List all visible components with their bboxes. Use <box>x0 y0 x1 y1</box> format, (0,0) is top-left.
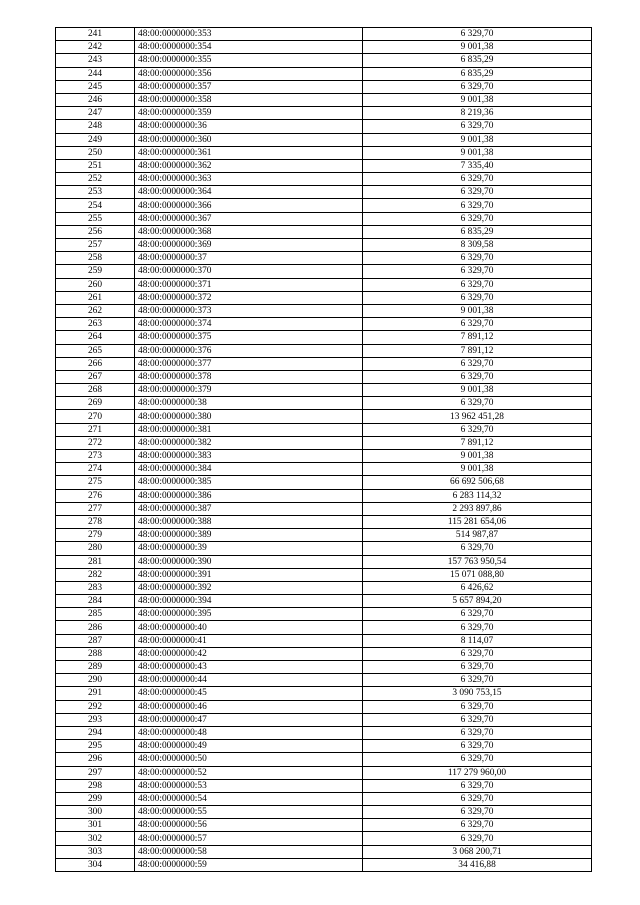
row-number-cell: 300 <box>56 806 135 819</box>
cadastral-number-cell: 48:00:0000000:389 <box>135 529 363 542</box>
row-number-cell: 241 <box>56 28 135 41</box>
table-row <box>56 423 592 436</box>
row-number-cell: 288 <box>56 647 135 660</box>
row-number-cell: 254 <box>56 199 135 212</box>
cadastral-number-cell: 48:00:0000000:43 <box>135 661 363 674</box>
row-number-cell: 263 <box>56 318 135 331</box>
cadastral-number-cell: 48:00:0000000:359 <box>135 107 363 120</box>
cadastral-number-cell: 48:00:0000000:57 <box>135 832 363 845</box>
cadastral-number-cell: 48:00:0000000:56 <box>135 819 363 832</box>
cadastral-number-cell: 48:00:0000000:38 <box>135 397 363 410</box>
row-number-cell: 278 <box>56 515 135 528</box>
row-number-cell: 293 <box>56 713 135 726</box>
table-row <box>56 304 592 317</box>
value-cell: 6 329,70 <box>363 726 592 739</box>
cadastral-number-cell: 48:00:0000000:386 <box>135 489 363 502</box>
table-row <box>56 173 592 186</box>
table-row <box>56 384 592 397</box>
table-row <box>56 463 592 476</box>
table-row <box>56 476 592 489</box>
value-cell: 6 329,70 <box>363 792 592 805</box>
row-number-cell: 267 <box>56 370 135 383</box>
table-row <box>56 93 592 106</box>
table-row <box>56 568 592 581</box>
cadastral-number-cell: 48:00:0000000:40 <box>135 621 363 634</box>
table-row <box>56 792 592 805</box>
row-number-cell: 302 <box>56 832 135 845</box>
value-cell: 6 835,29 <box>363 67 592 80</box>
table-row <box>56 357 592 370</box>
value-cell: 6 329,70 <box>363 212 592 225</box>
cadastral-number-cell: 48:00:0000000:46 <box>135 700 363 713</box>
table-row <box>56 199 592 212</box>
table-row <box>56 278 592 291</box>
row-number-cell: 257 <box>56 239 135 252</box>
cadastral-number-cell: 48:00:0000000:373 <box>135 304 363 317</box>
value-cell: 6 329,70 <box>363 80 592 93</box>
row-number-cell: 261 <box>56 291 135 304</box>
row-number-cell: 303 <box>56 845 135 858</box>
table-row <box>56 621 592 634</box>
value-cell: 6 329,70 <box>363 423 592 436</box>
cadastral-number-cell: 48:00:0000000:358 <box>135 93 363 106</box>
cadastral-number-cell: 48:00:0000000:47 <box>135 713 363 726</box>
value-cell: 117 279 960,00 <box>363 766 592 779</box>
row-number-cell: 294 <box>56 726 135 739</box>
value-cell: 9 001,38 <box>363 304 592 317</box>
cadastral-number-cell: 48:00:0000000:49 <box>135 740 363 753</box>
row-number-cell: 247 <box>56 107 135 120</box>
cadastral-number-cell: 48:00:0000000:357 <box>135 80 363 93</box>
row-number-cell: 296 <box>56 753 135 766</box>
row-number-cell: 277 <box>56 502 135 515</box>
cadastral-number-cell: 48:00:0000000:54 <box>135 792 363 805</box>
row-number-cell: 291 <box>56 687 135 700</box>
cadastral-number-cell: 48:00:0000000:36 <box>135 120 363 133</box>
cadastral-number-cell: 48:00:0000000:390 <box>135 555 363 568</box>
row-number-cell: 266 <box>56 357 135 370</box>
row-number-cell: 249 <box>56 133 135 146</box>
cadastral-number-cell: 48:00:0000000:372 <box>135 291 363 304</box>
value-cell: 6 329,70 <box>363 278 592 291</box>
table-row <box>56 740 592 753</box>
table-row <box>56 515 592 528</box>
row-number-cell: 289 <box>56 661 135 674</box>
row-number-cell: 271 <box>56 423 135 436</box>
value-cell: 6 329,70 <box>363 28 592 41</box>
row-number-cell: 286 <box>56 621 135 634</box>
cadastral-number-cell: 48:00:0000000:37 <box>135 252 363 265</box>
row-number-cell: 274 <box>56 463 135 476</box>
cadastral-number-cell: 48:00:0000000:377 <box>135 357 363 370</box>
row-number-cell: 272 <box>56 436 135 449</box>
row-number-cell: 284 <box>56 595 135 608</box>
cadastral-number-cell: 48:00:0000000:45 <box>135 687 363 700</box>
cadastral-number-cell: 48:00:0000000:55 <box>135 806 363 819</box>
cadastral-number-cell: 48:00:0000000:361 <box>135 146 363 159</box>
cadastral-number-cell: 48:00:0000000:379 <box>135 384 363 397</box>
value-cell: 9 001,38 <box>363 133 592 146</box>
table-row <box>56 595 592 608</box>
table-row <box>56 54 592 67</box>
table-row <box>56 291 592 304</box>
table-row <box>56 832 592 845</box>
cadastral-number-cell: 48:00:0000000:362 <box>135 159 363 172</box>
row-number-cell: 287 <box>56 634 135 647</box>
cadastral-number-cell: 48:00:0000000:363 <box>135 173 363 186</box>
value-cell: 15 071 088,80 <box>363 568 592 581</box>
cadastral-number-cell: 48:00:0000000:394 <box>135 595 363 608</box>
value-cell: 66 692 506,68 <box>363 476 592 489</box>
row-number-cell: 251 <box>56 159 135 172</box>
value-cell: 8 219,36 <box>363 107 592 120</box>
cadastral-number-cell: 48:00:0000000:41 <box>135 634 363 647</box>
value-cell: 6 329,70 <box>363 621 592 634</box>
cadastral-number-cell: 48:00:0000000:354 <box>135 41 363 54</box>
value-cell: 6 329,70 <box>363 661 592 674</box>
cadastral-number-cell: 48:00:0000000:385 <box>135 476 363 489</box>
table-row <box>56 753 592 766</box>
table-row <box>56 700 592 713</box>
table-row <box>56 397 592 410</box>
cadastral-number-cell: 48:00:0000000:356 <box>135 67 363 80</box>
row-number-cell: 262 <box>56 304 135 317</box>
value-cell: 7 335,40 <box>363 159 592 172</box>
table-row <box>56 239 592 252</box>
value-cell: 6 835,29 <box>363 54 592 67</box>
value-cell: 3 090 753,15 <box>363 687 592 700</box>
cadastral-number-cell: 48:00:0000000:44 <box>135 674 363 687</box>
value-cell: 6 329,70 <box>363 291 592 304</box>
row-number-cell: 295 <box>56 740 135 753</box>
row-number-cell: 268 <box>56 384 135 397</box>
table-row <box>56 529 592 542</box>
row-number-cell: 264 <box>56 331 135 344</box>
cadastral-number-cell: 48:00:0000000:370 <box>135 265 363 278</box>
table-row <box>56 410 592 423</box>
value-cell: 6 329,70 <box>363 647 592 660</box>
cadastral-number-cell: 48:00:0000000:392 <box>135 581 363 594</box>
cadastral-number-cell: 48:00:0000000:387 <box>135 502 363 515</box>
table-row <box>56 806 592 819</box>
cadastral-number-cell: 48:00:0000000:42 <box>135 647 363 660</box>
row-number-cell: 243 <box>56 54 135 67</box>
cadastral-number-cell: 48:00:0000000:39 <box>135 542 363 555</box>
table-body <box>56 28 592 872</box>
value-cell: 115 281 654,06 <box>363 515 592 528</box>
table-row <box>56 318 592 331</box>
value-cell: 6 329,70 <box>363 252 592 265</box>
table-row <box>56 502 592 515</box>
cadastral-number-cell: 48:00:0000000:375 <box>135 331 363 344</box>
value-cell: 514 987,87 <box>363 529 592 542</box>
row-number-cell: 245 <box>56 80 135 93</box>
table-row <box>56 713 592 726</box>
value-cell: 6 329,70 <box>363 832 592 845</box>
cadastral-number-cell: 48:00:0000000:58 <box>135 845 363 858</box>
row-number-cell: 242 <box>56 41 135 54</box>
row-number-cell: 298 <box>56 779 135 792</box>
value-cell: 6 329,70 <box>363 173 592 186</box>
cadastral-number-cell: 48:00:0000000:374 <box>135 318 363 331</box>
value-cell: 6 329,70 <box>363 318 592 331</box>
table-row <box>56 436 592 449</box>
cadastral-number-cell: 48:00:0000000:376 <box>135 344 363 357</box>
table-row <box>56 608 592 621</box>
value-cell: 6 329,70 <box>363 806 592 819</box>
row-number-cell: 275 <box>56 476 135 489</box>
value-cell: 8 114,07 <box>363 634 592 647</box>
row-number-cell: 292 <box>56 700 135 713</box>
value-cell: 6 329,70 <box>363 357 592 370</box>
row-number-cell: 255 <box>56 212 135 225</box>
value-cell: 9 001,38 <box>363 146 592 159</box>
table-row <box>56 370 592 383</box>
table-row <box>56 661 592 674</box>
table-row <box>56 107 592 120</box>
table-row <box>56 344 592 357</box>
value-cell: 13 962 451,28 <box>363 410 592 423</box>
cadastral-number-cell: 48:00:0000000:360 <box>135 133 363 146</box>
table-row <box>56 450 592 463</box>
row-number-cell: 260 <box>56 278 135 291</box>
row-number-cell: 304 <box>56 858 135 871</box>
cadastral-number-cell: 48:00:0000000:353 <box>135 28 363 41</box>
value-cell: 2 293 897,86 <box>363 502 592 515</box>
row-number-cell: 301 <box>56 819 135 832</box>
value-cell: 6 329,70 <box>363 713 592 726</box>
row-number-cell: 269 <box>56 397 135 410</box>
cadastral-number-cell: 48:00:0000000:388 <box>135 515 363 528</box>
table-row <box>56 41 592 54</box>
table-row <box>56 819 592 832</box>
row-number-cell: 259 <box>56 265 135 278</box>
cadastral-number-cell: 48:00:0000000:59 <box>135 858 363 871</box>
row-number-cell: 279 <box>56 529 135 542</box>
cadastral-number-cell: 48:00:0000000:369 <box>135 239 363 252</box>
cadastral-number-cell: 48:00:0000000:368 <box>135 225 363 238</box>
table-row <box>56 634 592 647</box>
value-cell: 7 891,12 <box>363 331 592 344</box>
row-number-cell: 290 <box>56 674 135 687</box>
cadastral-number-cell: 48:00:0000000:391 <box>135 568 363 581</box>
table-row <box>56 489 592 502</box>
row-number-cell: 273 <box>56 450 135 463</box>
table-row <box>56 331 592 344</box>
cadastral-number-cell: 48:00:0000000:50 <box>135 753 363 766</box>
value-cell: 6 329,70 <box>363 819 592 832</box>
table-row <box>56 265 592 278</box>
value-cell: 6 329,70 <box>363 542 592 555</box>
row-number-cell: 244 <box>56 67 135 80</box>
row-number-cell: 280 <box>56 542 135 555</box>
table-row <box>56 252 592 265</box>
value-cell: 6 329,70 <box>363 370 592 383</box>
row-number-cell: 265 <box>56 344 135 357</box>
value-cell: 9 001,38 <box>363 93 592 106</box>
table-row <box>56 186 592 199</box>
table-row <box>56 28 592 41</box>
cadastral-number-cell: 48:00:0000000:395 <box>135 608 363 621</box>
value-cell: 7 891,12 <box>363 436 592 449</box>
table-row <box>56 212 592 225</box>
table-row <box>56 647 592 660</box>
value-cell: 34 416,88 <box>363 858 592 871</box>
table-row <box>56 67 592 80</box>
table-row <box>56 225 592 238</box>
value-cell: 9 001,38 <box>363 450 592 463</box>
value-cell: 6 329,70 <box>363 265 592 278</box>
value-cell: 157 763 950,54 <box>363 555 592 568</box>
value-cell: 6 329,70 <box>363 740 592 753</box>
value-cell: 9 001,38 <box>363 463 592 476</box>
value-cell: 3 068 200,71 <box>363 845 592 858</box>
table-row <box>56 674 592 687</box>
row-number-cell: 281 <box>56 555 135 568</box>
row-number-cell: 253 <box>56 186 135 199</box>
table-row <box>56 687 592 700</box>
table-row <box>56 80 592 93</box>
cadastral-number-cell: 48:00:0000000:380 <box>135 410 363 423</box>
row-number-cell: 276 <box>56 489 135 502</box>
row-number-cell: 299 <box>56 792 135 805</box>
cadastral-number-cell: 48:00:0000000:366 <box>135 199 363 212</box>
table-row <box>56 542 592 555</box>
value-cell: 6 329,70 <box>363 779 592 792</box>
row-number-cell: 252 <box>56 173 135 186</box>
row-number-cell: 246 <box>56 93 135 106</box>
table-row <box>56 159 592 172</box>
cadastral-number-cell: 48:00:0000000:53 <box>135 779 363 792</box>
value-cell: 6 835,29 <box>363 225 592 238</box>
cadastral-number-cell: 48:00:0000000:383 <box>135 450 363 463</box>
table-row <box>56 133 592 146</box>
row-number-cell: 297 <box>56 766 135 779</box>
value-cell: 6 329,70 <box>363 674 592 687</box>
cadastral-number-cell: 48:00:0000000:378 <box>135 370 363 383</box>
row-number-cell: 250 <box>56 146 135 159</box>
table-row <box>56 779 592 792</box>
value-cell: 8 309,58 <box>363 239 592 252</box>
value-cell: 6 329,70 <box>363 753 592 766</box>
cadastral-number-cell: 48:00:0000000:367 <box>135 212 363 225</box>
row-number-cell: 248 <box>56 120 135 133</box>
cadastral-number-cell: 48:00:0000000:355 <box>135 54 363 67</box>
table-row <box>56 581 592 594</box>
cadastral-number-cell: 48:00:0000000:381 <box>135 423 363 436</box>
value-cell: 9 001,38 <box>363 41 592 54</box>
table-row <box>56 555 592 568</box>
value-cell: 6 329,70 <box>363 120 592 133</box>
value-cell: 6 329,70 <box>363 397 592 410</box>
row-number-cell: 282 <box>56 568 135 581</box>
cadastral-number-cell: 48:00:0000000:384 <box>135 463 363 476</box>
value-cell: 6 329,70 <box>363 608 592 621</box>
table-row <box>56 858 592 871</box>
cadastral-number-cell: 48:00:0000000:48 <box>135 726 363 739</box>
row-number-cell: 256 <box>56 225 135 238</box>
value-cell: 6 283 114,32 <box>363 489 592 502</box>
row-number-cell: 258 <box>56 252 135 265</box>
value-cell: 6 329,70 <box>363 700 592 713</box>
cadastral-number-cell: 48:00:0000000:382 <box>135 436 363 449</box>
table-row <box>56 726 592 739</box>
value-cell: 7 891,12 <box>363 344 592 357</box>
row-number-cell: 283 <box>56 581 135 594</box>
table-row <box>56 146 592 159</box>
cadastral-number-cell: 48:00:0000000:52 <box>135 766 363 779</box>
value-cell: 9 001,38 <box>363 384 592 397</box>
value-cell: 6 329,70 <box>363 199 592 212</box>
row-number-cell: 285 <box>56 608 135 621</box>
value-cell: 5 657 894,20 <box>363 595 592 608</box>
table-row <box>56 766 592 779</box>
cadastral-number-cell: 48:00:0000000:364 <box>135 186 363 199</box>
table-row <box>56 845 592 858</box>
row-number-cell: 270 <box>56 410 135 423</box>
cadastral-number-cell: 48:00:0000000:371 <box>135 278 363 291</box>
cadastral-value-table <box>55 27 592 872</box>
table-row <box>56 120 592 133</box>
value-cell: 6 426,62 <box>363 581 592 594</box>
value-cell: 6 329,70 <box>363 186 592 199</box>
